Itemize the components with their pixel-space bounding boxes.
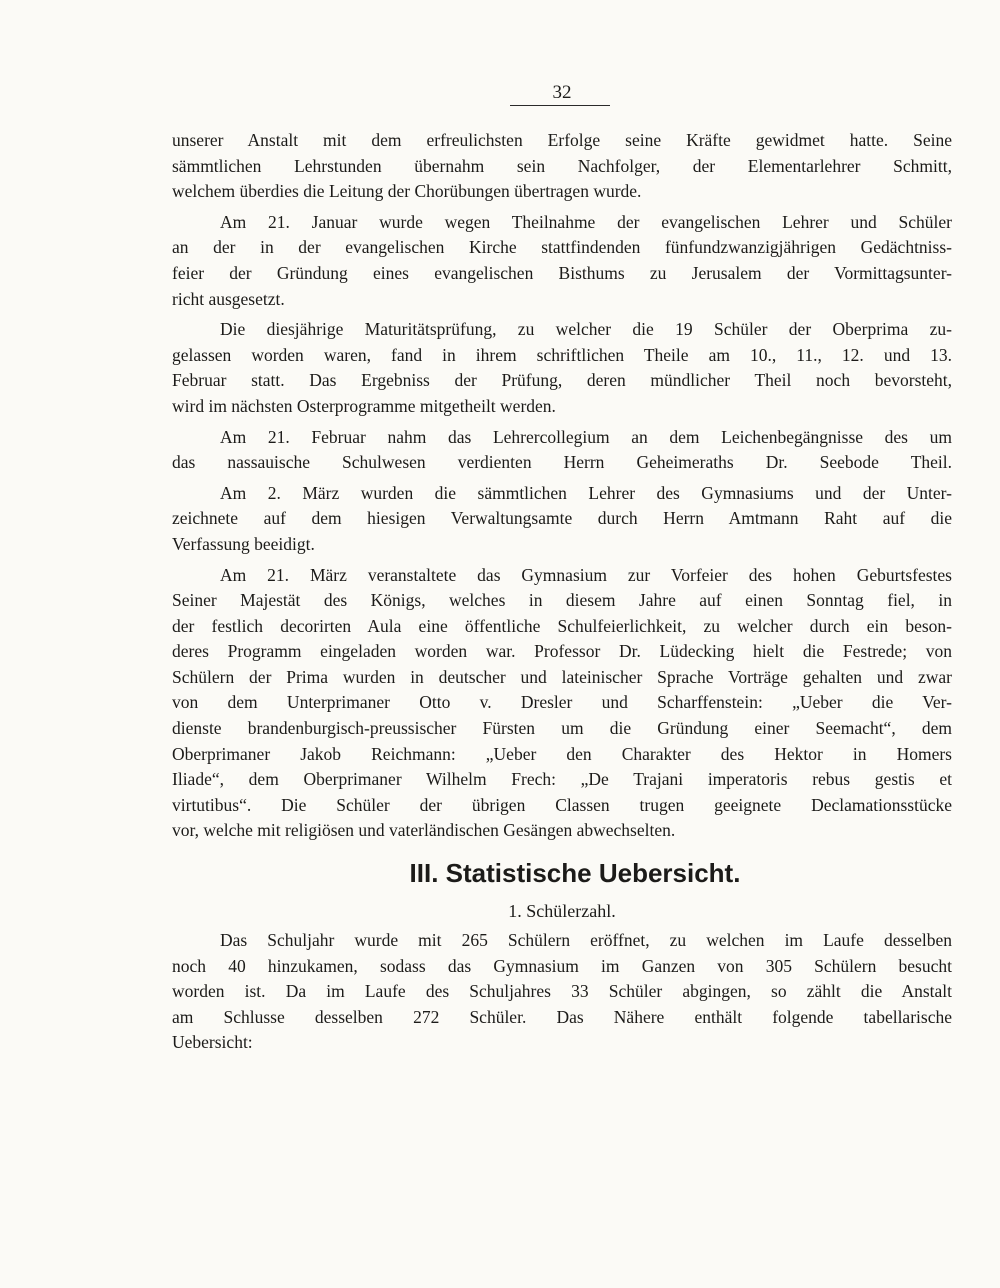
text-line: Am 21. Februar nahm das Lehrercollegium an dem Leichenbegängnisse des um xyxy=(220,426,952,447)
text-line: zeichnete auf dem hiesigen Verwaltungsamte durch Herrn Amtmann Raht auf die xyxy=(172,508,952,529)
text-line: Am 21. Januar wurde wegen Theilnahme der evangelischen Lehrer und Schüler xyxy=(220,211,952,232)
text-line: welchem überdies die Leitung der Chorübungen übertragen wurde. xyxy=(172,181,642,202)
body-text xyxy=(172,128,952,849)
text-line: am Schlusse desselben 272 Schüler. Das Nähere enthält folgende tabellarische xyxy=(172,1006,952,1027)
text-line: sämmtlichen Lehrstunden übernahm sein Nachfolger, der Elementarlehrer Schmitt, xyxy=(172,155,952,176)
text-line: Am 21. März veranstaltete das Gymnasium zur Vorfeier des hohen Geburtsfestes xyxy=(220,564,952,585)
text-line: von dem Unterprimaner Otto v. Dresler und Scharffenstein: „Ueber die Ver- xyxy=(172,692,952,713)
section-subheading: 1. Schülerzahl. xyxy=(508,901,616,921)
text-line: Februar statt. Das Ergebniss der Prüfung, deren mündlicher Theil noch bevorsteht, xyxy=(172,370,952,391)
text-line: feier der Gründung eines evangelischen Bisthums zu Jerusalem der Vormittagsunter- xyxy=(172,262,952,283)
paragraph xyxy=(172,210,952,312)
text-line: Verfassung beeidigt. xyxy=(172,533,315,554)
text-line: virtutibus“. Die Schüler der übrigen Classen trugen geeignete Declamationsstücke xyxy=(172,794,952,815)
text-line: das nassauische Schulwesen verdienten Herrn Geheimeraths Dr. Seebode Theil. xyxy=(172,452,952,473)
text-line: wird im nächsten Osterprogramme mitgetheilt werden. xyxy=(172,395,556,416)
text-line: deres Programm eingeladen worden war. Professor Dr. Lüdecking hielt die Festrede; von xyxy=(172,641,952,662)
section-body-text xyxy=(172,928,952,1061)
paragraph xyxy=(172,317,952,419)
page-number: 32 xyxy=(552,82,572,103)
paragraph xyxy=(172,563,952,845)
page-number-rule xyxy=(510,105,610,106)
text-line: noch 40 hinzukamen, sodass das Gymnasium im Ganzen von 305 Schülern besucht xyxy=(172,955,952,976)
paragraph xyxy=(172,928,952,1056)
text-line: Die diesjährige Maturitätsprüfung, zu welcher die 19 Schüler der Oberprima zu- xyxy=(220,319,952,340)
section-heading: III. Statistische Uebersicht. xyxy=(409,858,741,888)
text-line: richt ausgesetzt. xyxy=(172,288,285,309)
text-line: worden ist. Da im Laufe des Schuljahres 33 Schüler abgingen, so zählt die Anstalt xyxy=(172,981,952,1002)
paragraph xyxy=(172,128,952,205)
text-line: Seiner Majestät des Königs, welches in diesem Jahre auf einen Sonntag fiel, in xyxy=(172,590,952,611)
text-line: Am 2. März wurden die sämmtlichen Lehrer des Gymnasiums und der Unter- xyxy=(220,482,952,503)
text-line: gelassen worden waren, fand in ihrem schriftlichen Theile am 10., 11., 12. und 13. xyxy=(172,344,952,365)
text-line: dienste brandenburgisch-preussischer Fürsten um die Gründung einer Seemacht“, dem xyxy=(172,718,952,739)
text-line: unserer Anstalt mit dem erfreulichsten Erfolge seine Kräfte gewidmet hatte. Seine xyxy=(172,130,952,150)
paragraph xyxy=(172,425,952,476)
text-line: der festlich decorirten Aula eine öffentliche Schulfeierlichkeit, zu welcher durch ein beson- xyxy=(172,615,952,636)
text-line: Oberprimaner Jakob Reichmann: „Ueber den Charakter des Hektor in Homers xyxy=(172,743,952,764)
text-line: Das Schuljahr wurde mit 265 Schülern eröffnet, zu welchen im Laufe desselben xyxy=(220,930,952,950)
text-line: Schülern der Prima wurden in deutscher und lateinischer Sprache Vorträge gehalten und zwar xyxy=(172,666,952,687)
paragraph xyxy=(172,481,952,558)
text-line: vor, welche mit religiösen und vaterländischen Gesängen abwechselten. xyxy=(172,820,676,841)
text-line: Iliade“, dem Oberprimaner Wilhelm Frech: „De Trajani imperatoris rebus gestis et xyxy=(172,769,952,790)
text-line: an der in der evangelischen Kirche stattfindenden fünfundzwanzigjährigen Gedächtniss- xyxy=(172,237,952,258)
text-line: Uebersicht: xyxy=(172,1032,253,1053)
